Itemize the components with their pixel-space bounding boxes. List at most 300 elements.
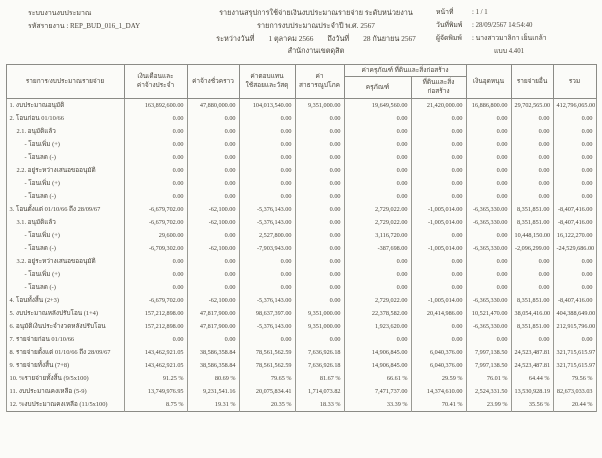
cell-value: 10,448,150.00 [511, 229, 553, 242]
cell-value: 7,636,926.18 [295, 359, 344, 372]
col-header-salary-line1: เงินเดือนและ [137, 72, 174, 80]
cell-value: 0.00 [411, 320, 466, 333]
table-row [6, 164, 596, 177]
table-row [6, 307, 596, 320]
cell-value: 0.00 [466, 151, 511, 164]
cell-value: 0.00 [344, 125, 411, 138]
row-label: - โอนลด (-) [6, 151, 124, 164]
table-row [6, 98, 596, 112]
system-name: ระบบงานงบประมาณ [28, 9, 92, 17]
printed-by-row [436, 33, 594, 46]
table-row [6, 294, 596, 307]
row-label: - โอนเพิ่ม (+) [6, 177, 124, 190]
cell-value: 78,561,562.59 [239, 346, 295, 359]
cell-value: 0.00 [466, 255, 511, 268]
cell-value: 412,796,065.00 [553, 98, 596, 112]
table-row [6, 359, 596, 372]
header-title-block [196, 7, 436, 58]
cell-value: 0.00 [553, 190, 596, 203]
cell-value: 79.65 % [239, 372, 295, 385]
row-label: 2.1. อนุมัติแล้ว [6, 125, 124, 138]
cell-value: 2,527,800.00 [239, 229, 295, 242]
cell-value: 0.00 [511, 255, 553, 268]
cell-value: 0.00 [553, 177, 596, 190]
cell-value: 0.00 [124, 255, 187, 268]
cell-value: 38,586,358.84 [187, 359, 239, 372]
cell-value: 0.00 [124, 151, 187, 164]
cell-value: 0.00 [411, 125, 466, 138]
cell-value: 0.00 [344, 138, 411, 151]
cell-value: 98,637,397.00 [239, 307, 295, 320]
cell-value: -5,376,143.00 [239, 294, 295, 307]
cell-value: 82,673,033.03 [553, 385, 596, 398]
cell-value: 0.00 [187, 333, 239, 346]
cell-value: 22,378,582.00 [344, 307, 411, 320]
cell-value: 0.00 [411, 177, 466, 190]
cell-value: -6,679,702.00 [124, 203, 187, 216]
cell-value: -62,100.00 [187, 216, 239, 229]
row-label: - โอนลด (-) [6, 281, 124, 294]
cell-value: 0.00 [187, 190, 239, 203]
cell-value: 14,374,610.00 [411, 385, 466, 398]
cell-value: 104,013,540.00 [239, 98, 295, 112]
cell-value: 78,561,562.59 [239, 359, 295, 372]
table-row [6, 151, 596, 164]
table-body [6, 98, 596, 411]
cell-value: 0.00 [187, 177, 239, 190]
col-header-utilities [295, 64, 344, 98]
cell-value: -6,365,330.00 [466, 320, 511, 333]
report-period [196, 33, 436, 46]
cell-value: 9,351,000.00 [295, 307, 344, 320]
table-row [6, 333, 596, 346]
cell-value: 143,462,921.05 [124, 359, 187, 372]
cell-value: 33.39 % [344, 398, 411, 412]
cell-value: 8.75 % [124, 398, 187, 412]
cell-value: -1,005,014.00 [411, 242, 466, 255]
table-row [6, 281, 596, 294]
col-header-total: รวม [553, 64, 596, 98]
cell-value: 13,530,928.19 [511, 385, 553, 398]
cell-value: 16,122,270.00 [553, 229, 596, 242]
cell-value: 38,586,358.84 [187, 346, 239, 359]
cell-value: 0.00 [295, 190, 344, 203]
cell-value: 8,351,851.00 [511, 216, 553, 229]
table-row [6, 320, 596, 333]
cell-value: 0.00 [187, 164, 239, 177]
row-label: 3.1. อนุมัติแล้ว [6, 216, 124, 229]
table-row [6, 203, 596, 216]
table-row [6, 177, 596, 190]
cell-value: 8,351,851.00 [511, 320, 553, 333]
col-header-compensation-line2: ใช้สอยและวัสดุ [245, 82, 289, 90]
cell-value: 0.00 [553, 255, 596, 268]
cell-value: 0.00 [344, 333, 411, 346]
cell-value: -6,679,702.00 [124, 216, 187, 229]
cell-value: 0.00 [511, 268, 553, 281]
cell-value: 0.00 [295, 112, 344, 125]
cell-value: 0.00 [124, 177, 187, 190]
cell-value: 80.69 % [187, 372, 239, 385]
cell-value: 2,729,022.00 [344, 216, 411, 229]
cell-value: 0.00 [295, 242, 344, 255]
cell-value: 2,524,331.50 [466, 385, 511, 398]
cell-value: 0.00 [344, 255, 411, 268]
col-header-other-expense: รายจ่ายอื่น [511, 64, 553, 98]
cell-value: -2,096,299.00 [511, 242, 553, 255]
cell-value: 0.00 [239, 177, 295, 190]
cell-value: 14,906,845.00 [344, 359, 411, 372]
cell-value: 13,749,976.95 [124, 385, 187, 398]
row-label: 5. งบประมาณหลังปรับโอน (1+4) [6, 307, 124, 320]
cell-value: 0.00 [511, 164, 553, 177]
cell-value: 0.00 [466, 125, 511, 138]
cell-value: 47,817,900.00 [187, 307, 239, 320]
report-header [0, 0, 602, 59]
row-label: 2.2. อยู่ระหว่างเสนอขออนุมัติ [6, 164, 124, 177]
cell-value: 0.00 [295, 177, 344, 190]
period-to-value: 28 กันยายน 2567 [363, 33, 416, 43]
row-label: - โอนเพิ่ม (+) [6, 229, 124, 242]
cell-value: 0.00 [187, 281, 239, 294]
cell-value: 2,729,022.00 [344, 203, 411, 216]
cell-value: 0.00 [411, 164, 466, 177]
budget-table [6, 64, 597, 412]
cell-value: 0.00 [295, 151, 344, 164]
cell-value: 212,915,796.00 [553, 320, 596, 333]
cell-value: 0.00 [511, 125, 553, 138]
cell-value: 35.56 % [511, 398, 553, 412]
cell-value: 18.33 % [295, 398, 344, 412]
cell-value: -1,005,014.00 [411, 203, 466, 216]
col-header-utilities-line1: ค่า [315, 72, 324, 80]
report-subtitle: รายการงบประมาณประจำปี พ.ศ. 2567 [257, 20, 375, 30]
row-label: 9. รายจ่ายทั้งสิ้น (7+8) [6, 359, 124, 372]
cell-value: 0.00 [553, 125, 596, 138]
cell-value: 79.56 % [553, 372, 596, 385]
cell-value: 16,886,800.00 [466, 98, 511, 112]
cell-value: 0.00 [187, 255, 239, 268]
cell-value: -6,679,702.00 [124, 294, 187, 307]
cell-value: 47,880,000.00 [187, 98, 239, 112]
cell-value: 321,715,615.97 [553, 346, 596, 359]
office-name: สำนักงานเขตดุสิต [287, 46, 345, 56]
page-number-label: หน้าที่ [436, 9, 454, 16]
cell-value: 24,523,487.81 [511, 359, 553, 372]
cell-value: 321,715,615.97 [553, 359, 596, 372]
cell-value: 157,212,898.00 [124, 307, 187, 320]
col-header-land-construction: ที่ดินและสิ่งก่อสร้าง [411, 77, 466, 99]
cell-value: 0.00 [466, 164, 511, 177]
row-label: - โอนเพิ่ม (+) [6, 138, 124, 151]
cell-value: 0.00 [239, 151, 295, 164]
cell-value: -1,005,014.00 [411, 294, 466, 307]
row-label: 7. รายจ่ายก่อน 01/10/66 [6, 333, 124, 346]
col-header-equipment: ครุภัณฑ์ [344, 77, 411, 99]
col-header-compensation [239, 64, 295, 98]
cell-value: 0.00 [553, 268, 596, 281]
cell-value: 0.00 [411, 333, 466, 346]
cell-value: 0.00 [239, 125, 295, 138]
cell-value: 0.00 [295, 164, 344, 177]
col-header-equipment-group: ค่าครุภัณฑ์ ที่ดินและสิ่งก่อสร้าง [344, 64, 466, 76]
cell-value: -8,407,416.00 [553, 294, 596, 307]
cell-value: -6,365,330.00 [466, 242, 511, 255]
header-left-block [8, 7, 196, 34]
cell-value: 0.00 [187, 138, 239, 151]
cell-value: 0.00 [239, 255, 295, 268]
cell-value: 143,462,921.05 [124, 346, 187, 359]
col-header-salary [124, 64, 187, 98]
cell-value: 29,600.00 [124, 229, 187, 242]
row-label: 3. โอนตั้งแต่ 01/10/66 ถึง 28/09/67 [6, 203, 124, 216]
cell-value: 7,471,737.00 [344, 385, 411, 398]
cell-value: 47,817,900.00 [187, 320, 239, 333]
cell-value: 157,212,898.00 [124, 320, 187, 333]
cell-value: 0.00 [295, 125, 344, 138]
table-header [6, 64, 596, 98]
cell-value: 0.00 [295, 216, 344, 229]
cell-value: 66.61 % [344, 372, 411, 385]
cell-value: 9,231,541.16 [187, 385, 239, 398]
cell-value: 0.00 [295, 268, 344, 281]
table-row [6, 372, 596, 385]
cell-value: -7,903,943.00 [239, 242, 295, 255]
cell-value: 0.00 [239, 333, 295, 346]
cell-value: -62,100.00 [187, 242, 239, 255]
cell-value: 3,116,720.00 [344, 229, 411, 242]
print-date-row [436, 20, 594, 33]
cell-value: 0.00 [295, 281, 344, 294]
cell-value: 7,997,138.50 [466, 346, 511, 359]
row-label: 3.2. อยู่ระหว่างเสนอขออนุมัติ [6, 255, 124, 268]
cell-value: 0.00 [295, 203, 344, 216]
cell-value: 8,351,851.00 [511, 294, 553, 307]
table-row [6, 125, 596, 138]
cell-value: 0.00 [411, 229, 466, 242]
cell-value: -6,365,330.00 [466, 203, 511, 216]
cell-value: 10,521,470.00 [466, 307, 511, 320]
print-date-value: : 28/09/2567 14:54:40 [472, 21, 533, 29]
cell-value: 0.00 [124, 190, 187, 203]
cell-value: 0.00 [344, 268, 411, 281]
cell-value: 0.00 [553, 333, 596, 346]
form-number: แบบ 4.401 [494, 47, 525, 55]
cell-value: 0.00 [411, 151, 466, 164]
row-label: 6. อนุมัติเงินประจำงวดหลังปรับโอน [6, 320, 124, 333]
cell-value: 0.00 [553, 281, 596, 294]
cell-value: 8,351,851.00 [511, 203, 553, 216]
cell-value: 21,420,000.00 [411, 98, 466, 112]
row-label: 1. งบประมาณอนุมัติ [6, 98, 124, 112]
cell-value: 6,040,376.00 [411, 359, 466, 372]
row-label: - โอนเพิ่ม (+) [6, 268, 124, 281]
cell-value: 0.00 [511, 281, 553, 294]
cell-value: 0.00 [411, 190, 466, 203]
cell-value: -62,100.00 [187, 294, 239, 307]
col-header-temp-wage: ค่าจ้างชั่วคราว [187, 64, 239, 98]
cell-value: 20,075,834.41 [239, 385, 295, 398]
table-row [6, 138, 596, 151]
period-to-label: ถึงวันที่ [327, 33, 350, 43]
cell-value: 0.00 [553, 112, 596, 125]
cell-value: 0.00 [239, 268, 295, 281]
cell-value: 0.00 [466, 333, 511, 346]
cell-value: 0.00 [187, 151, 239, 164]
cell-value: 0.00 [466, 190, 511, 203]
cell-value: 20,414,986.00 [411, 307, 466, 320]
cell-value: 81.67 % [295, 372, 344, 385]
cell-value: 29.59 % [411, 372, 466, 385]
page-number-value: : 1 / 1 [472, 9, 488, 16]
cell-value: -6,365,330.00 [466, 216, 511, 229]
cell-value: -387,698.00 [344, 242, 411, 255]
col-header-compensation-line1: ค่าตอบแทน [250, 72, 284, 80]
row-label: 8. รายจ่ายตั้งแต่ 01/10/66 ถึง 28/09/67 [6, 346, 124, 359]
printed-by-value: : นางสาวมาลิกา เย็นเกล้า [472, 34, 547, 42]
printed-by-label: ผู้จัดพิมพ์ [436, 34, 462, 42]
cell-value: 14,906,845.00 [344, 346, 411, 359]
cell-value: -5,376,143.00 [239, 216, 295, 229]
cell-value: 0.00 [553, 138, 596, 151]
table-row [6, 385, 596, 398]
cell-value: 7,997,138.50 [466, 359, 511, 372]
cell-value: 23.99 % [466, 398, 511, 412]
cell-value: 0.00 [344, 112, 411, 125]
table-row [6, 216, 596, 229]
cell-value: 0.00 [466, 229, 511, 242]
cell-value: 0.00 [239, 138, 295, 151]
cell-value: 0.00 [239, 112, 295, 125]
cell-value: 91.25 % [124, 372, 187, 385]
period-from-value: 1 ตุลาคม 2566 [268, 33, 314, 43]
cell-value: 0.00 [511, 177, 553, 190]
cell-value: 0.00 [511, 190, 553, 203]
period-from-label: ระหว่างวันที่ [216, 33, 255, 43]
cell-value: -1,005,014.00 [411, 216, 466, 229]
cell-value: 0.00 [124, 164, 187, 177]
cell-value: 1,714,073.82 [295, 385, 344, 398]
cell-value: 0.00 [511, 151, 553, 164]
cell-value: 0.00 [124, 125, 187, 138]
cell-value: 6,040,376.00 [411, 346, 466, 359]
cell-value: -8,407,416.00 [553, 216, 596, 229]
cell-value: 0.00 [511, 333, 553, 346]
row-label: 12. %งบประมาณคงเหลือ (11/5x100) [6, 398, 124, 412]
cell-value: 163,892,600.00 [124, 98, 187, 112]
cell-value: 20.44 % [553, 398, 596, 412]
cell-value: 7,636,926.18 [295, 346, 344, 359]
cell-value: 0.00 [124, 268, 187, 281]
report-code: รหัสรายงาน : REP_BUD_016_1_DAY [28, 22, 141, 31]
row-label: 2. โอนก่อน 01/10/66 [6, 112, 124, 125]
cell-value: 0.00 [466, 268, 511, 281]
table-row [6, 255, 596, 268]
cell-value: 0.00 [511, 112, 553, 125]
cell-value: 0.00 [411, 138, 466, 151]
table-row [6, 398, 596, 412]
cell-value: 0.00 [124, 112, 187, 125]
cell-value: 9,351,000.00 [295, 98, 344, 112]
cell-value: 0.00 [187, 268, 239, 281]
cell-value: 0.00 [553, 164, 596, 177]
page-number-row [436, 7, 594, 20]
cell-value: 0.00 [239, 190, 295, 203]
cell-value: 0.00 [344, 151, 411, 164]
table-row [6, 112, 596, 125]
cell-value: 0.00 [295, 229, 344, 242]
cell-value: 0.00 [239, 281, 295, 294]
cell-value: 70.41 % [411, 398, 466, 412]
cell-value: -62,100.00 [187, 203, 239, 216]
cell-value: 0.00 [411, 281, 466, 294]
col-header-item: รายการ/งบประมาณรายจ่าย [6, 64, 124, 98]
col-header-salary-line2: ค่าจ้างประจำ [136, 82, 175, 90]
print-date-label: วันที่พิมพ์ [436, 21, 463, 29]
row-label: - โอนลด (-) [6, 190, 124, 203]
cell-value: 0.00 [344, 190, 411, 203]
cell-value: 0.00 [466, 281, 511, 294]
row-label: - โอนลด (-) [6, 242, 124, 255]
cell-value: 0.00 [124, 333, 187, 346]
cell-value: 19,649,560.00 [344, 98, 411, 112]
cell-value: 64.44 % [511, 372, 553, 385]
cell-value: 0.00 [411, 112, 466, 125]
table-row [6, 229, 596, 242]
cell-value: 404,388,649.00 [553, 307, 596, 320]
cell-value: 20.35 % [239, 398, 295, 412]
cell-value: 0.00 [411, 268, 466, 281]
table-row [6, 190, 596, 203]
cell-value: -6,365,330.00 [466, 294, 511, 307]
cell-value: -5,376,143.00 [239, 203, 295, 216]
col-header-utilities-line2: สาธารณูปโภค [298, 82, 340, 90]
row-label: 11. งบประมาณคงเหลือ (5-9) [6, 385, 124, 398]
cell-value: 0.00 [411, 255, 466, 268]
cell-value: 0.00 [511, 138, 553, 151]
cell-value: -6,709,302.00 [124, 242, 187, 255]
cell-value: -8,407,416.00 [553, 203, 596, 216]
table-row [6, 268, 596, 281]
header-meta-block [436, 7, 594, 59]
cell-value: 9,351,000.00 [295, 320, 344, 333]
cell-value: 0.00 [295, 255, 344, 268]
cell-value: 76.01 % [466, 372, 511, 385]
row-label: 4. โอนทั้งสิ้น (2+3) [6, 294, 124, 307]
cell-value: 0.00 [187, 229, 239, 242]
cell-value: 38,054,416.00 [511, 307, 553, 320]
cell-value: 0.00 [466, 138, 511, 151]
cell-value: 0.00 [187, 125, 239, 138]
cell-value: -5,376,143.00 [239, 320, 295, 333]
table-row [6, 346, 596, 359]
cell-value: 29,702,565.00 [511, 98, 553, 112]
cell-value: 0.00 [466, 177, 511, 190]
cell-value: 0.00 [187, 112, 239, 125]
cell-value: 0.00 [553, 151, 596, 164]
cell-value: 0.00 [466, 112, 511, 125]
cell-value: 0.00 [344, 281, 411, 294]
cell-value: 0.00 [295, 138, 344, 151]
cell-value: 0.00 [344, 177, 411, 190]
col-header-subsidy: เงินอุดหนุน [466, 64, 511, 98]
cell-value: 0.00 [295, 333, 344, 346]
row-label: 10. %รายจ่ายทั้งสิ้น (9/5x100) [6, 372, 124, 385]
cell-value: 2,729,022.00 [344, 294, 411, 307]
cell-value: 19.31 % [187, 398, 239, 412]
cell-value: 1,923,620.00 [344, 320, 411, 333]
cell-value: 0.00 [124, 281, 187, 294]
